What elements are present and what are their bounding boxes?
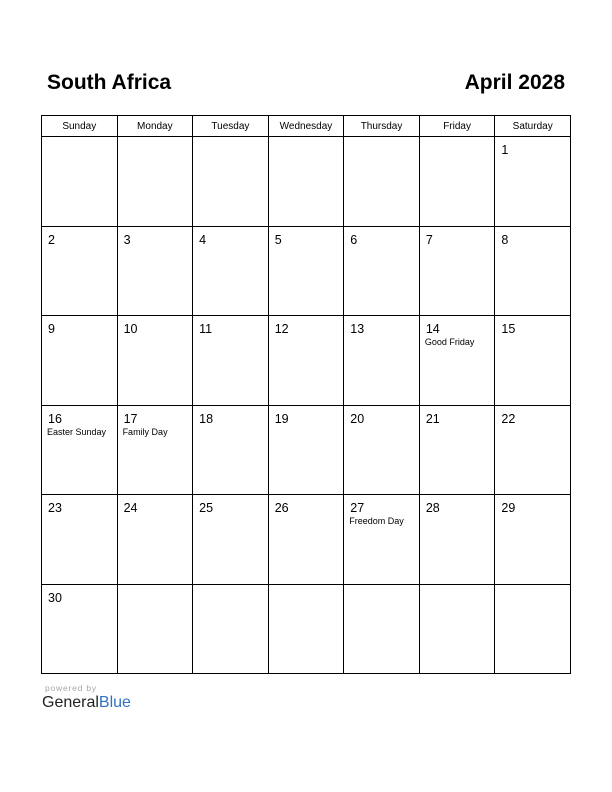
day-number: 2: [48, 232, 55, 247]
day-number: 21: [425, 411, 440, 426]
day-number: 27: [350, 501, 365, 515]
day-cell: [419, 405, 495, 495]
week-row: [42, 137, 571, 227]
day-cell: [42, 405, 118, 495]
country-title: South Africa: [47, 71, 172, 94]
day-number: 7: [425, 232, 433, 247]
holiday-label: Easter Sunday: [47, 426, 107, 437]
holiday-label: Family Day: [122, 426, 168, 437]
day-cell: [42, 316, 118, 406]
day-cell: [268, 137, 344, 227]
day-cell: [42, 137, 118, 227]
day-number: 20: [350, 411, 365, 426]
day-number: 17: [123, 411, 138, 426]
day-number: 9: [48, 322, 55, 336]
day-cell: [419, 584, 495, 674]
day-cell: [495, 405, 571, 495]
day-cell: [419, 226, 495, 316]
day-number: 22: [501, 411, 516, 426]
day-cell: [268, 584, 344, 674]
week-row: [42, 584, 571, 674]
day-cell: [193, 137, 269, 227]
week-row: [42, 495, 571, 585]
week-row: [42, 226, 571, 316]
day-number: 23: [48, 501, 62, 515]
day-number: 26: [274, 501, 289, 515]
day-cell: [344, 405, 420, 495]
day-cell: [495, 137, 571, 227]
day-cell: [419, 137, 495, 227]
weekday-header-row: [42, 116, 571, 137]
day-cell: [193, 405, 269, 495]
week-row: [42, 405, 571, 495]
day-number: 24: [123, 501, 138, 515]
day-cell: [419, 316, 495, 406]
day-cell: [193, 316, 269, 406]
day-cell: [117, 495, 193, 585]
day-cell: [268, 316, 344, 406]
weekday-header: Friday: [419, 116, 495, 137]
day-number: 3: [123, 232, 131, 247]
day-number: 29: [501, 501, 516, 515]
day-cell: [495, 316, 571, 406]
day-cell: [42, 584, 118, 674]
day-cell: [344, 584, 420, 674]
brand-blue-text: Blue: [98, 694, 131, 711]
day-number: 12: [274, 322, 289, 336]
day-cell: [344, 495, 420, 585]
day-number: 28: [425, 501, 440, 515]
generalblue-logo: [42, 694, 131, 712]
day-number: 16: [48, 411, 62, 426]
weekday-header: Sunday: [42, 116, 118, 137]
day-cell: [495, 226, 571, 316]
day-number: 18: [199, 411, 214, 426]
powered-by-label: powered by: [45, 683, 97, 693]
day-number: 8: [501, 232, 509, 247]
day-number: 30: [48, 590, 62, 605]
day-number: 1: [501, 143, 509, 157]
day-number: 6: [350, 232, 358, 247]
day-cell: [117, 405, 193, 495]
calendar-grid: [41, 115, 571, 674]
day-cell: [193, 226, 269, 316]
day-number: 4: [199, 232, 207, 247]
day-cell: [268, 405, 344, 495]
day-cell: [193, 584, 269, 674]
day-number: 10: [123, 322, 138, 336]
day-number: 25: [199, 501, 214, 515]
week-row: [42, 316, 571, 406]
weekday-header: Thursday: [344, 116, 420, 137]
day-cell: [117, 316, 193, 406]
day-number: 5: [274, 232, 282, 247]
day-cell: [42, 495, 118, 585]
day-number: 15: [501, 322, 516, 336]
day-cell: [495, 584, 571, 674]
day-cell: [117, 584, 193, 674]
day-cell: [419, 495, 495, 585]
brand-general-text: General: [42, 694, 99, 711]
day-cell: [268, 495, 344, 585]
holiday-label: Freedom Day: [349, 516, 404, 526]
month-year-title: April 2028: [464, 71, 565, 94]
weekday-header: Monday: [117, 116, 193, 137]
weekday-header: Tuesday: [193, 116, 269, 137]
weekday-header: Wednesday: [268, 116, 344, 137]
day-number: 19: [274, 411, 289, 426]
holiday-label: Good Friday: [424, 337, 475, 347]
day-cell: [117, 137, 193, 227]
day-cell: [344, 226, 420, 316]
day-cell: [193, 495, 269, 585]
day-cell: [268, 226, 344, 316]
day-number: 14: [425, 322, 440, 336]
day-cell: [344, 316, 420, 406]
day-number: 13: [350, 322, 365, 336]
day-cell: [117, 226, 193, 316]
day-cell: [344, 137, 420, 227]
day-cell: [42, 226, 118, 316]
weekday-header: Saturday: [495, 116, 571, 137]
day-number: 11: [199, 322, 213, 336]
day-cell: [495, 495, 571, 585]
